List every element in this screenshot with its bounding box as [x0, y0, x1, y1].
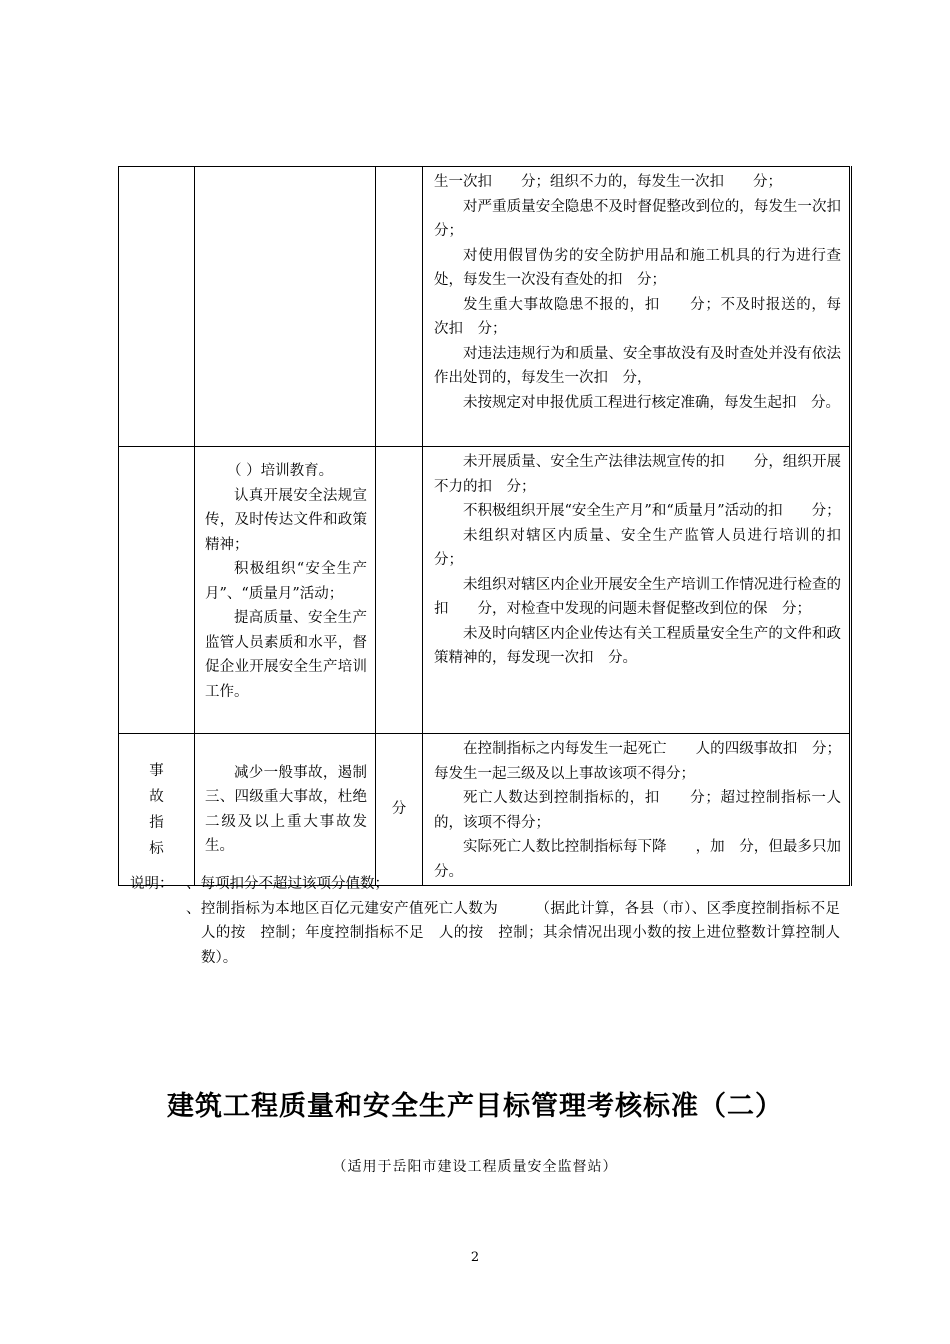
content-cell — [195, 734, 376, 886]
section-heading: （ ）培训教育。 — [227, 463, 334, 479]
content-cell — [195, 167, 376, 447]
page-subtitle: （适用于岳阳市建设工程质量安全监督站） — [332, 1159, 618, 1175]
criteria-line: 对严重质量安全隐患不及时督促整改到位的，每发生一次扣 分； — [434, 198, 856, 239]
content-line: 积极组织“安全生产月”、“质量月”活动； — [205, 561, 367, 602]
criteria-line: 死亡人数达到控制指标的，扣 分；超过控制指标一人的，该项不得分； — [434, 790, 841, 831]
content-line: 减少一般事故，遏制三、四级重大事故，杜绝二级及以上重大事故发生。 — [205, 764, 367, 854]
page-number: 2 — [470, 1250, 480, 1265]
criteria-line: 对违法违规行为和质量、安全事故没有及时查处并没有依法作出处罚的，每发生一次扣 分， — [434, 345, 841, 386]
criteria-line: 实际死亡人数比控制指标每下降 ，加 分，但最多只加 分。 — [434, 839, 870, 880]
table-row — [119, 734, 851, 886]
criteria-line: 在控制指标之内每发生一起死亡 人的四级事故扣 分；每发生一起三级及以上事故该项不得分； — [434, 741, 841, 782]
category-cell — [119, 167, 195, 447]
criteria-cell — [423, 167, 856, 447]
category-char: 事 — [149, 762, 164, 779]
criteria-cell — [423, 734, 870, 886]
criteria-line: 未按规定对申报优质工程进行核定准确，每发生起扣 分。 — [463, 394, 840, 411]
criteria-line: 未及时向辖区内企业传达有关工程质量安全生产的文件和政策精神的，每发现一次扣 分。 — [434, 625, 841, 666]
table-row — [119, 167, 851, 447]
content-line: 认真开展安全法规宣传，及时传达文件和政策精神； — [205, 487, 367, 553]
category-char: 指 — [149, 814, 164, 831]
criteria-line: 未组织对辖区内质量、安全生产监管人员进行培训的扣 分； — [434, 527, 870, 568]
page-title: 建筑工程质量和安全生产目标管理考核标准（二） — [167, 1091, 783, 1122]
category-char: 标 — [149, 840, 164, 857]
assessment-table — [118, 166, 870, 886]
notes-label: 说明： — [130, 876, 174, 892]
category-char: 故 — [149, 788, 164, 805]
score-cell — [376, 447, 423, 734]
category-cell — [119, 447, 195, 734]
score-cell — [376, 167, 423, 447]
content-cell — [195, 447, 376, 734]
note-item: 、控制指标为本地区百亿元建安产值死亡人数为 （据此计算，各县（市）、区季度控制指标不足 人的按 控制；年度控制指标不足 人的按 控制；其余情况出现小数的按上进位整数计算控制人数）。 — [186, 900, 855, 966]
score-cell: 分 — [376, 734, 423, 886]
criteria-line: 发生重大事故隐患不报的，扣 分；不及时报送的，每 次扣 分； — [434, 296, 856, 337]
notes — [130, 872, 855, 970]
criteria-line: 不积极组织开展“安全生产月”和“质量月”活动的扣 分； — [463, 503, 841, 519]
criteria-cell — [423, 447, 870, 734]
note-item: 、每项扣分不超过该项分值数； — [186, 876, 389, 892]
criteria-line: 未开展质量、安全生产法律法规宣传的扣 分，组织开展不力的扣 分； — [434, 454, 841, 495]
criteria-line: 未组织对辖区内企业开展安全生产培训工作情况进行检查的扣 分，对检查中发现的问题未督促整改到位的保 分； — [434, 576, 841, 617]
criteria-line: 生一次扣 分；组织不力的，每发生一次扣 分； — [434, 174, 782, 190]
content-line: 提高质量、安全生产监管人员素质和水平，督促企业开展安全生产培训工作。 — [205, 610, 367, 700]
category-cell — [119, 734, 195, 886]
table-row — [119, 447, 851, 734]
criteria-line: 对使用假冒伪劣的安全防护用品和施工机具的行为进行查处，每发生一次没有查处的扣 分； — [434, 247, 841, 288]
